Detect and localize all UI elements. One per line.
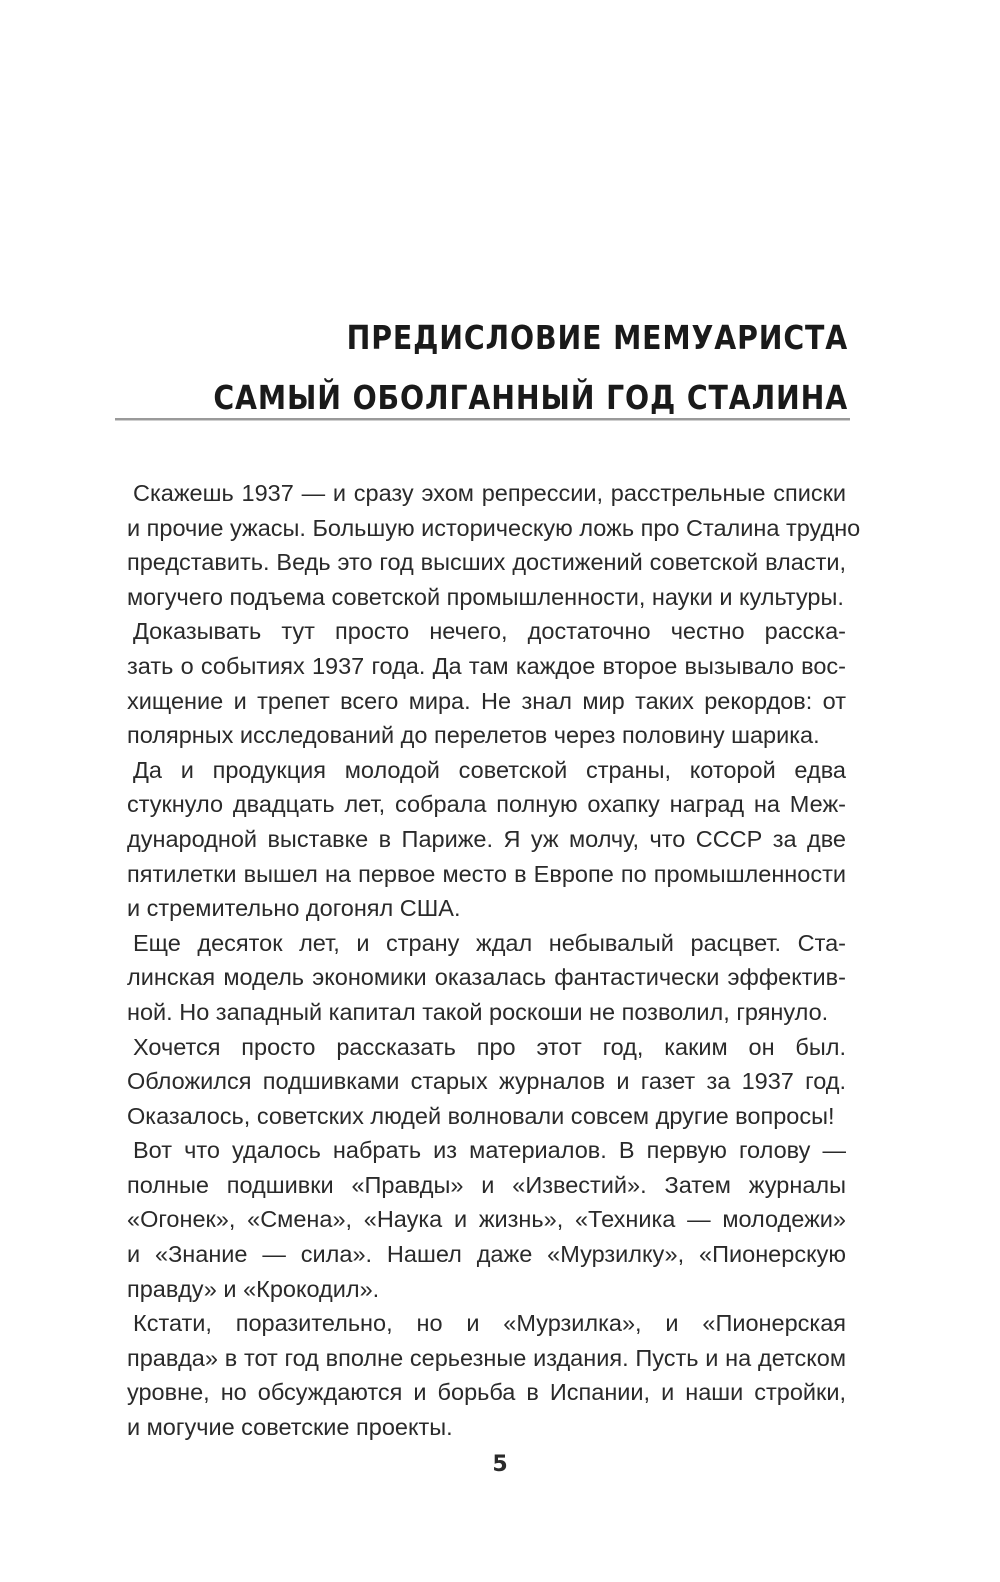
text-line: Доказывать тут просто нечего, достаточно честно расска- <box>133 618 846 645</box>
text-line: и прочие ужасы. Большую историческую ложь про Сталина трудно <box>127 514 861 541</box>
body-text <box>121 476 861 1445</box>
paragraph <box>121 614 846 752</box>
text-line: и «Знание — сила». Нашел даже «Мурзилку», «Пионерскую <box>127 1241 846 1268</box>
text-line: правда» в тот год вполне серьезные издания. Пусть и на детском <box>127 1344 846 1371</box>
text-line: и стремительно догонял США. <box>127 895 461 922</box>
text-line: «Огонек», «Смена», «Наука и жизнь», «Техника — молодежи» <box>127 1206 846 1233</box>
text-line: линская модель экономики оказалась фантастически эффектив- <box>127 964 846 991</box>
text-line: Скажешь 1937 — и сразу эхом репрессии, расстрельные списки <box>133 480 846 506</box>
paragraph <box>121 1030 846 1134</box>
chapter-heading-line-2: САМЫЙ ОБОЛГАННЫЙ ГОД СТАЛИНА <box>213 378 848 417</box>
text-line: стукнуло двадцать лет, собрала полную охапку наград на Меж- <box>127 791 846 818</box>
paragraph <box>121 926 846 1030</box>
paragraph <box>121 1133 846 1306</box>
paragraph <box>121 1306 846 1444</box>
text-line: Кстати, поразительно, но и «Мурзилка», и «Пионерская <box>133 1310 846 1337</box>
page-number: 5 <box>492 1452 508 1477</box>
text-line: ной. Но западный капитал такой роскоши не позволил, грянуло. <box>127 998 829 1025</box>
text-line: хищение и трепет всего мира. Не знал мир таких рекордов: от <box>127 687 846 714</box>
chapter-heading-line-1: ПРЕДИСЛОВИЕ МЕМУАРИСТА <box>346 318 848 357</box>
text-line: Хочется просто рассказать про этот год, каким он был. <box>133 1033 846 1060</box>
text-line: и могучие советские проекты. <box>127 1414 453 1441</box>
text-line: Еще десяток лет, и страну ждал небывалый расцвет. Ста- <box>133 929 846 956</box>
text-line: Вот что удалось набрать из материалов. В первую голову — <box>133 1137 846 1164</box>
paragraph <box>121 753 846 926</box>
text-line: правду» и «Крокодил». <box>127 1275 380 1302</box>
text-line: могучего подъема советской промышленности, науки и культуры. <box>127 583 844 610</box>
text-line: полные подшивки «Правды» и «Известий». Затем журналы <box>127 1171 846 1198</box>
text-line: Да и продукция молодой советской страны, которой едва <box>133 756 846 783</box>
text-line: дународной выставке в Париже. Я уж молчу, что СССР за две <box>127 825 846 852</box>
text-line: полярных исследований до перелетов через половину шарика. <box>127 722 820 749</box>
paragraph <box>121 476 861 614</box>
text-line: представить. Ведь это год высших достижений советской власти, <box>127 549 846 576</box>
text-line: Обложился подшивками старых журналов и газет за 1937 год. <box>127 1068 846 1095</box>
text-line: Оказалось, советских людей волновали совсем другие вопросы! <box>127 1102 835 1129</box>
text-line: зать о событиях 1937 года. Да там каждое второе вызывало вос- <box>127 652 846 679</box>
text-line: пятилетки вышел на первое место в Европе по промышленности <box>127 860 846 887</box>
text-line: уровне, но обсуждаются и борьба в Испании, и наши стройки, <box>127 1379 846 1406</box>
chapter-heading <box>213 308 848 428</box>
heading-divider <box>115 418 850 421</box>
